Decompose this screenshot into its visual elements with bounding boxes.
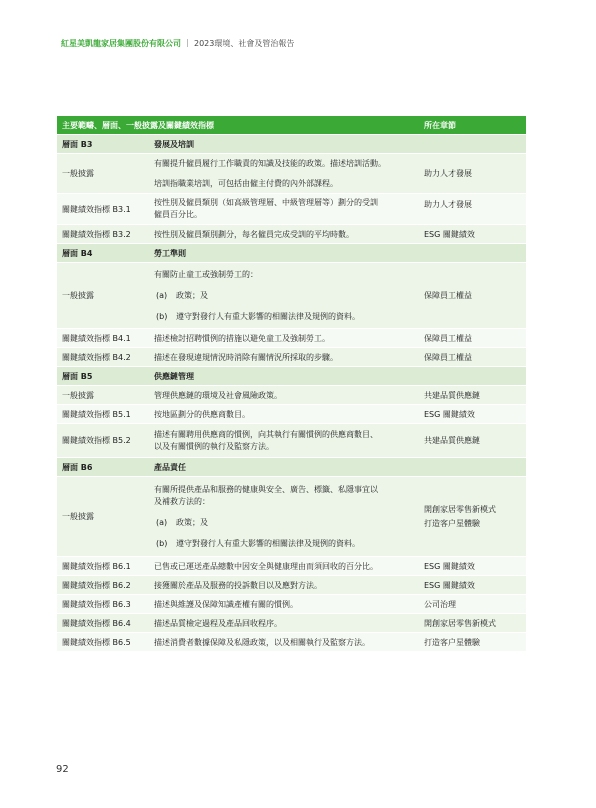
table-row (57, 405, 526, 424)
table-row (57, 348, 526, 367)
chapter-reference: 共建品質供應鏈 (424, 436, 480, 445)
chapter-reference: 助力人才發展 (424, 169, 472, 178)
aspect-label: 層面 B4 (62, 248, 93, 258)
list-item: (b) 遵守對發行人有重大影響的相關法律及規例的資料。 (156, 311, 360, 321)
table-row (57, 614, 526, 633)
chapter-reference: ESG 關鍵績效 (424, 561, 475, 571)
indicator-description-cont: 僱員百分比。 (154, 210, 202, 219)
indicator-label: 關鍵績效指標 B6.3 (62, 599, 131, 609)
chapter-reference: 保障員工權益 (424, 352, 472, 362)
aspect-title: 發展及培訓 (154, 139, 194, 149)
list-item: (a) 政策；及 (156, 517, 208, 527)
indicator-label: 關鍵績效指標 B6.1 (62, 561, 131, 571)
table-row (57, 633, 526, 652)
indicator-description: 描述消費者數據保障及私隱政策，以及相關執行及監察方法。 (154, 637, 370, 647)
table-row (57, 557, 526, 576)
aspect-title: 供應鏈管理 (154, 371, 194, 381)
section-row-b6 (57, 458, 526, 477)
company-name: 紅星美凱龍家居集團股份有限公司 (61, 39, 181, 48)
table-row (57, 329, 526, 348)
indicator-label: 一般披露 (62, 390, 94, 400)
section-row-b4 (57, 244, 526, 263)
chapter-reference: 公司治理 (424, 599, 456, 609)
indicator-description: 按地區劃分的供應商數目。 (154, 409, 250, 419)
indicator-description: 描述與維護及保障知識產權有關的慣例。 (154, 599, 298, 609)
indicator-description: 描述檢討招聘慣例的措施以避免童工及強制勞工。 (154, 333, 330, 343)
indicator-description: 描述有關聘用供應商的慣例，向其執行有關慣例的供應商數目、 (154, 429, 378, 439)
indicator-description-cont: 以及有關慣例的執行及監察方法。 (154, 441, 274, 451)
indicator-label: 關鍵績效指標 B4.1 (62, 333, 131, 343)
indicator-description: 已售或已運送產品總數中因安全與健康理由而須回收的百分比。 (154, 561, 378, 571)
chapter-reference: 開創家居零售新模式 (424, 618, 496, 628)
indicator-label: 關鍵績效指標 B3.1 (62, 204, 131, 214)
column-header-scope: 主要範疇、層面、一般披露及關鍵績效指標 (62, 120, 214, 130)
table-row (57, 386, 526, 405)
chapter-reference: 助力人才發展 (424, 200, 472, 209)
chapter-reference: 共建品質供應鏈 (424, 390, 480, 400)
aspect-label: 層面 B6 (62, 462, 93, 472)
header-divider (187, 39, 188, 47)
chapter-reference: ESG 關鍵績效 (424, 409, 475, 419)
chapter-reference: 打造客户星體驗 (424, 637, 480, 647)
indicator-note: 培訓指職業培訓，可包括由僱主付費的內外部課程。 (154, 178, 338, 188)
indicator-description: 管理供應鏈的環境及社會風險政策。 (154, 390, 282, 400)
table-row (57, 424, 526, 458)
aspect-title: 勞工準則 (154, 248, 186, 258)
chapter-reference: ESG 關鍵績效 (424, 580, 475, 590)
indicator-label: 關鍵績效指標 B6.2 (62, 580, 131, 590)
indicator-label: 一般披露 (62, 169, 94, 178)
indicator-label: 關鍵績效指標 B3.2 (62, 229, 131, 239)
page-number: 92 (56, 764, 69, 775)
indicator-description: 按性別及僱員類別劃分，每名僱員完成受訓的平均時數。 (154, 229, 354, 239)
indicator-label: 關鍵績效指標 B6.4 (62, 618, 131, 628)
table-row (57, 595, 526, 614)
indicator-label: 關鍵績效指標 B5.1 (62, 409, 131, 419)
indicator-label: 一般披露 (62, 512, 94, 521)
indicator-label: 關鍵績效指標 B6.5 (62, 637, 131, 647)
indicator-description: 有關防止童工或強制勞工的： (154, 269, 258, 279)
table-row (57, 194, 526, 225)
esg-index-table (57, 116, 526, 652)
list-item: (b) 遵守對發行人有重大影響的相關法律及規例的資料。 (156, 538, 360, 548)
list-item: (a) 政策；及 (156, 290, 208, 300)
table-row (57, 477, 526, 557)
indicator-description: 描述品質檢定過程及產品回收程序。 (154, 618, 282, 628)
section-row-b3 (57, 135, 526, 154)
indicator-description: 有關所提供產品和服務的健康與安全、廣告、標籤、私隱事宜以 (154, 484, 378, 494)
table-row (57, 576, 526, 595)
table-row (57, 225, 526, 244)
indicator-description: 有關提升僱員履行工作職責的知識及技能的政策。描述培訓活動。 (154, 158, 386, 168)
indicator-label: 一般披露 (62, 291, 94, 300)
indicator-description: 接獲關於產品及服務的投訴數目以及應對方法。 (154, 580, 322, 590)
aspect-label: 層面 B3 (62, 139, 93, 149)
chapter-reference: 開創家居零售新模式 打造客户星體驗 (424, 504, 496, 528)
table-row (57, 263, 526, 329)
table-header-row (57, 116, 526, 135)
indicator-description: 描述在發現違規情況時消除有關情況所採取的步驟。 (154, 352, 338, 362)
column-header-chapter: 所在章節 (424, 120, 456, 130)
chapter-reference: 保障員工權益 (424, 291, 472, 300)
aspect-label: 層面 B5 (62, 371, 93, 381)
report-title: 2023環境、社會及管治報告 (194, 39, 295, 48)
indicator-description: 按性別及僱員類別（如高級管理層、中級管理層等）劃分的受訓 (154, 198, 378, 207)
chapter-reference: 保障員工權益 (424, 333, 472, 343)
indicator-description-cont: 及補救方法的： (154, 496, 210, 506)
running-header (61, 38, 294, 49)
table-row (57, 154, 526, 194)
aspect-title: 產品責任 (154, 462, 186, 472)
chapter-reference: ESG 關鍵績效 (424, 229, 475, 239)
section-row-b5 (57, 367, 526, 386)
indicator-label: 關鍵績效指標 B5.2 (62, 436, 131, 445)
indicator-label: 關鍵績效指標 B4.2 (62, 352, 131, 362)
